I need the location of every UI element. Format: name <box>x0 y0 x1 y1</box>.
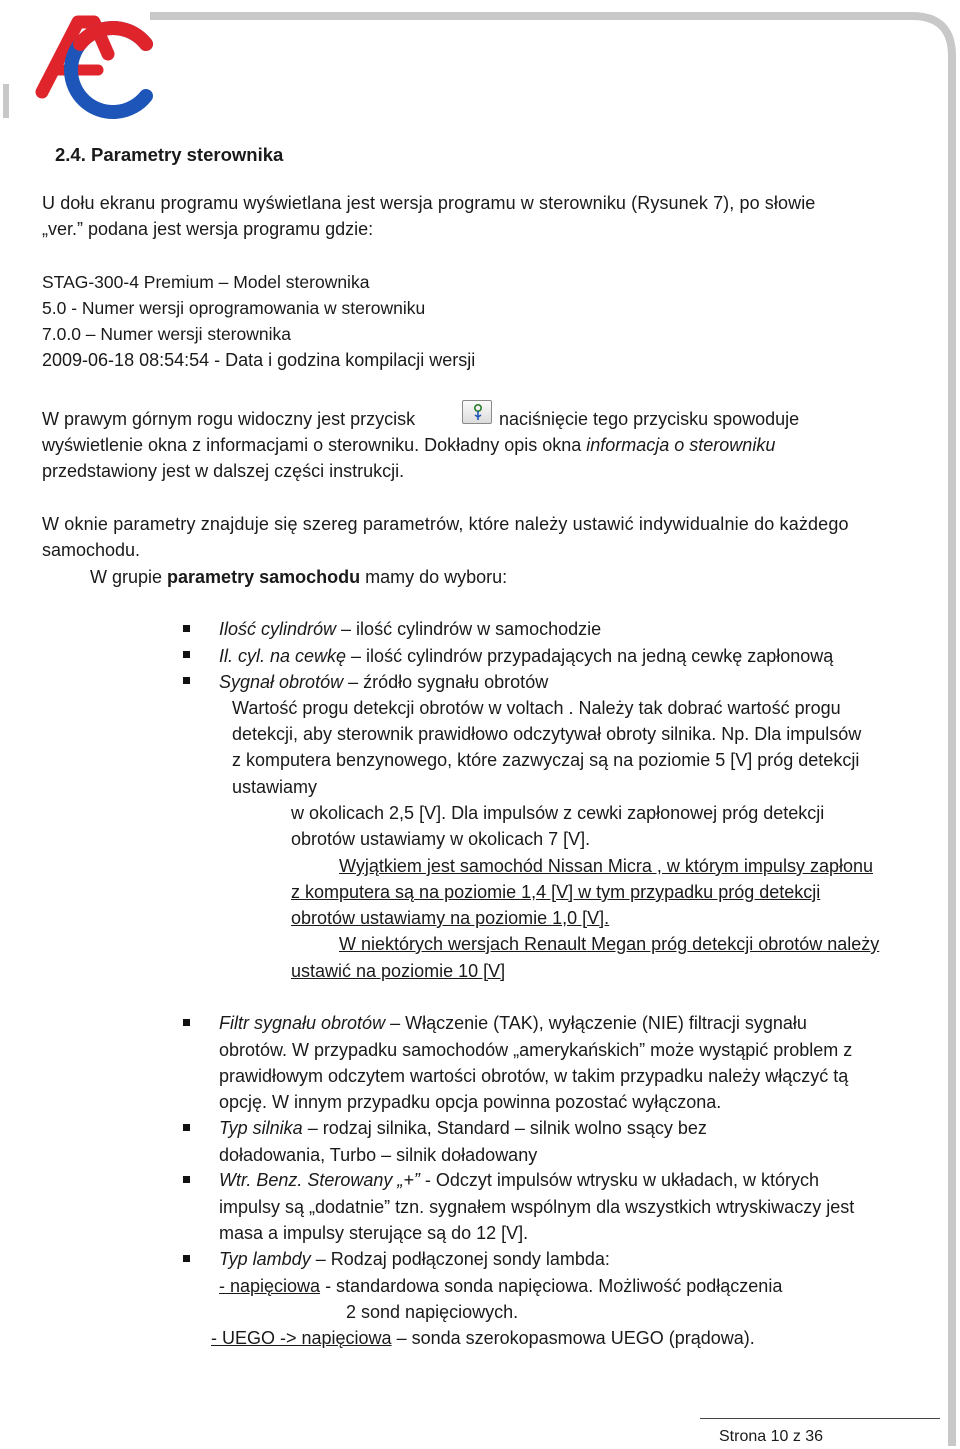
filter-line-2: obrotów. W przypadku samochodów „amerykańskich” może wystąpić problem z <box>219 1040 853 1060</box>
signal-detail-2: detekcji, aby sterownik prawidłowo odczytywał obroty silnika. Np. Dla impulsów <box>232 724 862 744</box>
params-intro-line-3: W grupie parametry samochodu mamy do wyboru: <box>90 567 508 587</box>
page-number: Strona 10 z 36 <box>719 1428 824 1445</box>
version-line-software: 5.0 - Numer wersji oprogramowania w sterowniku <box>42 298 426 318</box>
params-intro-line-2: samochodu. <box>42 540 141 560</box>
lambda-option-voltage: - napięciowa - standardowa sonda napięciowa. Możliwość podłączenia <box>219 1276 783 1296</box>
bullet-marker <box>183 1255 190 1262</box>
engine-line-2: doładowania, Turbo – silnik doładowany <box>219 1145 538 1165</box>
section-heading: 2.4. Parametry sterownika <box>55 144 284 165</box>
bullet-engine-type: Typ silnika – rodzaj silnika, Standard – silnik wolno ssący bez <box>219 1118 707 1138</box>
bullet-marker <box>183 1019 190 1026</box>
signal-detail-6: obrotów ustawiamy w okolicach 7 [V]. <box>291 829 591 849</box>
bullet-cylinders: Ilość cylindrów – ilość cylindrów w samochodzie <box>219 619 602 639</box>
signal-detail-4: ustawiamy <box>232 777 318 797</box>
filter-line-3: prawidłowym odczytem wartości obrotów, w takim przypadku należy włączyć tą <box>219 1066 849 1086</box>
version-line-compile-date: 2009-06-18 08:54:54 - Data i godzina kompilacji wersji <box>42 350 476 370</box>
nissan-note-3: obrotów ustawiamy na poziomie 1,0 [V]. <box>291 908 610 928</box>
bullet-lambda-type: Typ lambdy – Rodzaj podłączonej sondy lambda: <box>219 1249 610 1269</box>
info-button[interactable] <box>462 400 492 424</box>
bullet-marker <box>183 677 190 684</box>
bullet-marker <box>183 651 190 658</box>
footer-divider <box>700 1418 940 1419</box>
bullet-marker <box>183 625 190 632</box>
bullet-injection-plus: Wtr. Benz. Sterowany „+” - Odczyt impulsów wtrysku w układach, w których <box>219 1170 820 1190</box>
bullet-rpm-filter: Filtr sygnału obrotów – Włączenie (TAK), wyłączenie (NIE) filtracji sygnału <box>219 1013 807 1033</box>
nissan-note-2: z komputera są na poziomie 1,4 [V] w tym przypadku próg detekcji <box>291 882 821 902</box>
info-text-after: naciśnięcie tego przycisku spowoduje <box>499 409 800 429</box>
signal-detail-5: w okolicach 2,5 [V]. Dla impulsów z cewki zapłonowej próg detekcji <box>291 803 825 823</box>
intro-line-1: U dołu ekranu programu wyświetlana jest wersja programu w sterowniku (Rysunek 7), po słowie <box>42 193 816 213</box>
info-text-line-2: wyświetlenie okna z informacjami o sterowniku. Dokładny opis okna informacja o sterowniku <box>42 435 776 455</box>
injection-line-3: masa a impulsy sterujące są do 12 [V]. <box>219 1223 529 1243</box>
renault-note-1: W niektórych wersjach Renault Megan próg detekcji obrotów należy <box>339 934 880 954</box>
version-line-model: STAG-300-4 Premium – Model sterownika <box>42 272 370 292</box>
lambda-option-uego: - UEGO -> napięciowa – sonda szerokopasmowa UEGO (prądowa). <box>211 1328 755 1348</box>
intro-line-2: „ver.” podana jest wersja programu gdzie: <box>42 219 374 239</box>
lambda-option-voltage-2: 2 sond napięciowych. <box>346 1302 519 1322</box>
bullet-marker <box>183 1124 190 1131</box>
info-text-line-3: przedstawiony jest w dalszej części instrukcji. <box>42 461 405 481</box>
bullet-marker <box>183 1176 190 1183</box>
filter-line-4: opcję. W innym przypadku opcja powinna pozostać wyłączona. <box>219 1092 722 1112</box>
ac-logo <box>20 4 160 122</box>
gear-icon <box>472 403 484 421</box>
injection-line-2: impulsy są „dodatnie” tzn. sygnałem wspólnym dla wszystkich wtryskiwaczy jest <box>219 1197 855 1217</box>
bullet-rpm-signal: Sygnał obrotów – źródło sygnału obrotów <box>219 672 549 692</box>
renault-note-2: ustawić na poziomie 10 [V] <box>291 961 506 981</box>
params-intro-line-1: W oknie parametry znajduje się szereg parametrów, które należy ustawić indywidualnie do każdego <box>42 514 849 534</box>
signal-detail-1: Wartość progu detekcji obrotów w voltach . Należy tak dobrać wartość progu <box>232 698 841 718</box>
nissan-note-1: Wyjątkiem jest samochód Nissan Micra , w którym impulsy zapłonu <box>339 856 873 876</box>
version-line-controller: 7.0.0 – Numer wersji sterownika <box>42 324 291 344</box>
info-text-before: W prawym górnym rogu widoczny jest przycisk <box>42 409 416 429</box>
bullet-cyl-per-coil: Il. cyl. na cewkę – ilość cylindrów przypadających na jedną cewkę zapłonową <box>219 646 834 666</box>
signal-detail-3: z komputera benzynowego, które zazwyczaj są na poziomie 5 [V] próg detekcji <box>232 750 860 770</box>
